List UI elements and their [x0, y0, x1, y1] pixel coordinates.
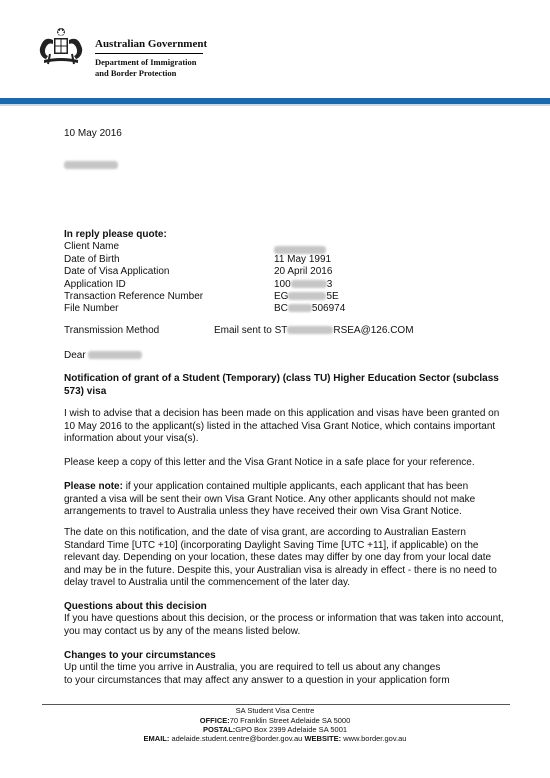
recipient-address-redacted [64, 156, 118, 174]
footer-postal-value: GPO Box 2399 Adelaide SA 5001 [235, 725, 348, 734]
letter-date: 10 May 2016 [64, 128, 122, 139]
department-name [95, 57, 197, 79]
section-heading: Changes to your circumstances [64, 650, 216, 661]
reply-heading: In reply please quote: [64, 229, 167, 240]
body-paragraph: If you have questions about this decision, or the process or information that was taken into account, you may contact us by any of the means listed below. [64, 613, 504, 637]
footer-rule [42, 704, 510, 705]
body-paragraph [64, 481, 504, 519]
footer-postal-label: POSTAL: [202, 725, 236, 734]
department-line-1: Department of Immigration [95, 57, 197, 67]
note-text: if your application contained multiple applicants, each applicant that has been granted a visa will be sent their own Visa Grant Notice. Any other applicants should not make arrangements to travel to Australia unless they have received their own Visa Grant Notice. [64, 481, 476, 517]
field-label: File Number [64, 303, 119, 314]
body-line: Up until the time you arrive in Australia, you are required to tell us about any changes [64, 662, 441, 673]
field-label: Transaction Reference Number [64, 291, 204, 302]
header-rule [95, 53, 203, 54]
coat-of-arms-icon [36, 26, 86, 66]
field-value: 11 May 1991 [274, 254, 332, 265]
field-value [274, 303, 345, 316]
body-paragraph: I wish to advise that a decision has been made on this application and visas have been granted on 10 May 2016 to the applicant(s) listed in the attached Visa Grant Notice, which contains important information about your visa(s). [64, 408, 500, 444]
body-paragraph [64, 662, 504, 687]
salutation [64, 350, 142, 363]
subject-heading: Notification of grant of a Student (Temporary) (class TU) Higher Education Sector (subclass 573) visa [64, 373, 499, 397]
salutation-text: Dear [64, 350, 86, 361]
section-heading: Questions about this decision [64, 601, 207, 612]
transmission-value [214, 325, 414, 338]
field-value [274, 279, 332, 292]
footer-website-link[interactable]: www.border.gov.au [341, 734, 407, 743]
footer-centre-name: SA Student Visa Centre [235, 706, 315, 715]
field-label: Application ID [64, 279, 126, 290]
value-prefix: EG [274, 291, 289, 302]
value-prefix: BC [274, 303, 288, 314]
government-name: Australian Government [95, 38, 208, 50]
value-suffix: 506974 [311, 303, 346, 314]
header-accent-shadow [0, 104, 550, 106]
field-label: Client Name [64, 241, 120, 252]
footer-office-label: OFFICE: [199, 716, 230, 725]
footer-website-label: WEBSITE: [304, 734, 342, 743]
value-suffix: 5E [326, 291, 339, 302]
field-value [274, 291, 339, 304]
value-suffix: 3 [326, 279, 333, 290]
value-prefix: Email sent to ST [214, 325, 288, 336]
footer-email-link[interactable]: adelaide.student.centre@border.gov.au [169, 734, 305, 743]
value-prefix: 100 [274, 279, 291, 290]
department-line-2: and Border Protection [95, 68, 177, 78]
transmission-label: Transmission Method [64, 325, 160, 336]
footer-contact [0, 734, 550, 744]
value-suffix: RSEA@126.COM [333, 325, 414, 336]
note-label: Please note: [64, 481, 123, 492]
field-value: 20 April 2016 [274, 266, 333, 277]
field-label: Date of Birth [64, 254, 120, 265]
footer-office-value: 70 Franklin Street Adelaide SA 5000 [229, 716, 351, 725]
body-line: to your circumstances that may affect any answer to a question in your application form [64, 674, 450, 686]
footer-email-label: EMAIL: [143, 734, 170, 743]
field-label: Date of Visa Application [64, 266, 170, 277]
body-paragraph: Please keep a copy of this letter and the Visa Grant Notice in a safe place for your reference. [64, 457, 475, 468]
body-paragraph: The date on this notification, and the date of visa grant, are according to Australian Eastern Standard Time [UTC +10] (incorporating Daylight Saving Time [UTC +11], if applicable) on the relevant day. Depending on your location, these dates may differ by one day from your local date and may be in the future. Despite this, your Australian visa is already in effect - there is no need to delay travel to Australia until the commencement of the later day. [64, 527, 497, 588]
